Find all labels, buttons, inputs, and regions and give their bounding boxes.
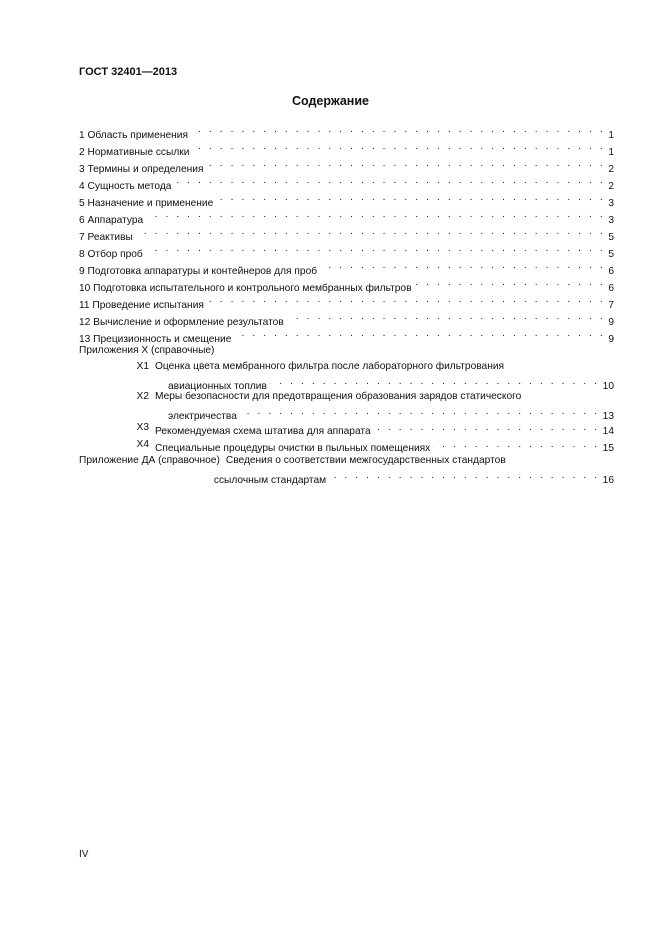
document-code: ГОСТ 32401—2013: [79, 66, 178, 78]
page-number: IV: [79, 849, 89, 860]
page-title: Содержание: [291, 94, 369, 108]
toc-entry-page: 1: [608, 147, 614, 158]
leader-dots: [191, 121, 605, 138]
appendix-entry[interactable]: [79, 359, 614, 392]
leader-dots: [216, 189, 605, 206]
table-of-contents: [79, 121, 614, 486]
toc-entry-title: 13 Прецизионность и смещение: [79, 334, 232, 345]
toc-entry-page: 1: [608, 130, 614, 141]
appendix-da-entry[interactable]: [79, 453, 614, 486]
leader-dots: [146, 240, 606, 257]
appendix-page: 10: [602, 381, 614, 392]
appendix-title-line1: Меры безопасности для предотвращения образования зарядов статического: [155, 391, 522, 402]
toc-entry-page: 9: [608, 317, 614, 328]
toc-entry-page: 9: [608, 334, 614, 345]
toc-entry-title: 6 Аппаратура: [79, 215, 144, 226]
toc-entry-page: 5: [608, 249, 614, 260]
toc-entry-page: 7: [608, 300, 614, 311]
leader-dots: [174, 172, 605, 189]
appendix-title: Рекомендуемая схема штатива для аппарата: [155, 426, 371, 437]
appendix-da-page: 16: [602, 475, 614, 486]
appendix-title: Специальные процедуры очистки в пыльных помещениях: [155, 443, 431, 454]
toc-entry-title: 1 Область применения: [79, 130, 188, 141]
leader-dots: [374, 419, 600, 434]
toc-entry-page: 2: [608, 181, 614, 192]
toc-entry-title: 9 Подготовка аппаратуры и контейнеров для проб: [79, 266, 318, 277]
toc-entry-title: 11 Проведение испытания: [79, 300, 204, 311]
appendix-entry[interactable]: [79, 436, 614, 453]
leader-dots: [320, 257, 605, 274]
appendix-title: электричества: [168, 411, 237, 422]
leader-dots: [415, 274, 606, 291]
toc-entry-title: 12 Вычисление и оформление результатов: [79, 317, 284, 328]
leader-dots: [192, 138, 605, 155]
toc-entry-page: 5: [608, 232, 614, 243]
toc-entry[interactable]: [79, 121, 614, 141]
appendix-page: 13: [602, 411, 614, 422]
leader-dots: [234, 325, 605, 342]
appendix-da-title-line2: ссылочным стандартам: [213, 475, 327, 486]
leader-dots: [206, 155, 605, 172]
appendix-da-title-line1: Сведения о соответствии межгосударственных стандартов: [225, 455, 506, 466]
appendix-title: авиационных топлив: [168, 381, 267, 392]
leader-dots: [240, 404, 600, 419]
leader-dots: [329, 468, 600, 483]
appendix-code: Х3: [136, 422, 149, 433]
appendix-code: Х4: [136, 439, 149, 450]
toc-entry-title: 5 Назначение и применение: [79, 198, 214, 209]
appendix-code: Х2: [136, 391, 149, 402]
appendix-entry[interactable]: [79, 419, 614, 436]
appendix-title-line1: Оценка цвета мембранного фильтра после лабораторного фильтрования: [155, 361, 505, 372]
appendix-page: 14: [602, 426, 614, 437]
leader-dots: [207, 291, 605, 308]
leader-dots: [146, 206, 605, 223]
toc-entry-page: 6: [608, 266, 614, 277]
appendix-code: Х1: [136, 361, 149, 372]
leader-dots: [287, 308, 606, 325]
toc-entry[interactable]: [79, 257, 614, 277]
toc-entry-page: 3: [608, 198, 614, 209]
toc-entry-page: 2: [608, 164, 614, 175]
leader-dots: [270, 374, 600, 389]
toc-entry-title: 10 Подготовка испытательного и контрольного мембранных фильтров: [79, 283, 412, 294]
toc-entry-title: 8 Отбор проб: [79, 249, 143, 260]
toc-entry-title: 2 Нормативные ссылки: [79, 147, 190, 158]
toc-entry-title: 4 Сущность метода: [79, 181, 172, 192]
appendix-entry[interactable]: [79, 389, 614, 422]
leader-dots: [136, 223, 605, 240]
appendix-da-code: Приложение ДА (справочное): [79, 455, 220, 466]
toc-entry-title: 7 Реактивы: [79, 232, 133, 243]
appendices-heading: Приложения Х (справочные): [79, 345, 215, 356]
toc-entry-page: 3: [608, 215, 614, 226]
toc-entry-page: 6: [608, 283, 614, 294]
leader-dots: [433, 436, 599, 451]
toc-entry-title: 3 Термины и определения: [79, 164, 204, 175]
toc-entry[interactable]: [79, 223, 614, 243]
toc-entry[interactable]: [79, 240, 614, 260]
appendix-page: 15: [602, 443, 614, 454]
toc-entry[interactable]: [79, 206, 614, 226]
